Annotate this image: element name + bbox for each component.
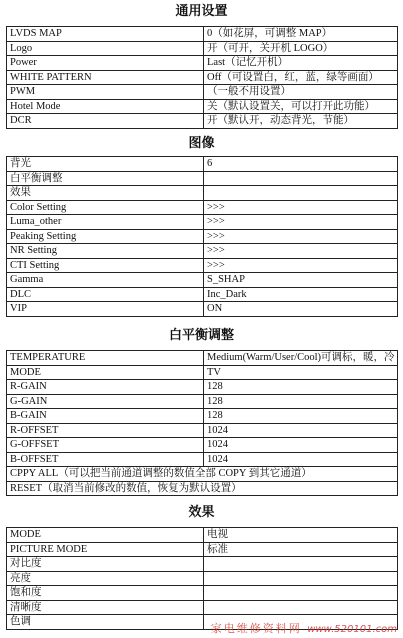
table-row bbox=[7, 171, 398, 186]
section-title-effects: 效果 bbox=[188, 505, 215, 520]
setting-name: 白平衡调整 bbox=[7, 171, 204, 186]
setting-name: VIP bbox=[7, 302, 204, 317]
setting-name: 饱和度 bbox=[7, 586, 204, 601]
table-row bbox=[7, 302, 398, 317]
setting-value: >>> bbox=[204, 258, 398, 273]
note-row bbox=[7, 481, 398, 496]
table-row bbox=[7, 85, 398, 100]
note-text: RESET（取消当前修改的数值，恢复为默认设置） bbox=[7, 481, 398, 496]
watermark-text: 家电维修资料网 bbox=[210, 622, 302, 635]
note-row bbox=[7, 467, 398, 482]
table-row bbox=[7, 409, 398, 424]
setting-name: WHITE PATTERN bbox=[7, 70, 204, 85]
setting-value: 关（默认设置关，可以打开此功能） bbox=[204, 99, 398, 114]
table-row bbox=[7, 186, 398, 201]
general-settings-section bbox=[0, 4, 403, 129]
setting-name: Hotel Mode bbox=[7, 99, 204, 114]
note-text: CPPY ALL（可以把当前通道调整的数值全部 COPY 到其它通道） bbox=[7, 467, 398, 482]
setting-value bbox=[204, 171, 398, 186]
table-row bbox=[7, 600, 398, 615]
setting-value: 128 bbox=[204, 380, 398, 395]
setting-value: >>> bbox=[204, 215, 398, 230]
setting-value: >>> bbox=[204, 244, 398, 259]
table-row bbox=[7, 586, 398, 601]
setting-value: 电视 bbox=[204, 528, 398, 543]
table-row bbox=[7, 287, 398, 302]
table-row bbox=[7, 41, 398, 56]
table-row bbox=[7, 27, 398, 42]
setting-name: PWM bbox=[7, 85, 204, 100]
table-row bbox=[7, 200, 398, 215]
effects-table bbox=[6, 527, 398, 630]
setting-value: 0（如花屏，可调整 MAP） bbox=[204, 27, 398, 42]
setting-name: NR Setting bbox=[7, 244, 204, 259]
table-row bbox=[7, 571, 398, 586]
table-row bbox=[7, 114, 398, 129]
section-title-white-balance: 白平衡调整 bbox=[168, 328, 234, 343]
setting-value: S_SHAP bbox=[204, 273, 398, 288]
setting-name: Gamma bbox=[7, 273, 204, 288]
setting-name: TEMPERATURE bbox=[7, 351, 204, 366]
general-settings-table bbox=[6, 26, 398, 129]
setting-value: 128 bbox=[204, 409, 398, 424]
setting-value: 1024 bbox=[204, 452, 398, 467]
table-row bbox=[7, 258, 398, 273]
setting-value bbox=[204, 571, 398, 586]
setting-name: B-OFFSET bbox=[7, 452, 204, 467]
setting-value: >>> bbox=[204, 200, 398, 215]
setting-name: CTI Setting bbox=[7, 258, 204, 273]
table-row bbox=[7, 528, 398, 543]
section-title-picture: 图像 bbox=[188, 136, 215, 151]
setting-value bbox=[204, 600, 398, 615]
watermark-url: www.520101.com bbox=[307, 624, 397, 635]
setting-value: 1024 bbox=[204, 423, 398, 438]
setting-name: Peaking Setting bbox=[7, 229, 204, 244]
table-row bbox=[7, 557, 398, 572]
section-title-general: 通用设置 bbox=[175, 4, 228, 19]
setting-name: Power bbox=[7, 56, 204, 71]
setting-name: Color Setting bbox=[7, 200, 204, 215]
setting-name: PICTURE MODE bbox=[7, 542, 204, 557]
table-row bbox=[7, 244, 398, 259]
setting-name: MODE bbox=[7, 365, 204, 380]
setting-value: （一般不用设置） bbox=[204, 85, 398, 100]
setting-value: Last（记忆开机） bbox=[204, 56, 398, 71]
table-row bbox=[7, 99, 398, 114]
table-row bbox=[7, 215, 398, 230]
setting-name: DCR bbox=[7, 114, 204, 129]
setting-name: 色调 bbox=[7, 615, 204, 630]
table-row bbox=[7, 229, 398, 244]
setting-name: 清晰度 bbox=[7, 600, 204, 615]
setting-name: 对比度 bbox=[7, 557, 204, 572]
setting-name: MODE bbox=[7, 528, 204, 543]
setting-name: R-OFFSET bbox=[7, 423, 204, 438]
setting-value: 128 bbox=[204, 394, 398, 409]
effects-section bbox=[0, 505, 403, 630]
table-row bbox=[7, 423, 398, 438]
table-row bbox=[7, 56, 398, 71]
table-row bbox=[7, 157, 398, 172]
picture-section bbox=[0, 136, 403, 317]
setting-name: DLC bbox=[7, 287, 204, 302]
table-row bbox=[7, 365, 398, 380]
setting-name: G-OFFSET bbox=[7, 438, 204, 453]
table-row bbox=[7, 380, 398, 395]
white-balance-section bbox=[0, 328, 403, 496]
setting-value: Inc_Dark bbox=[204, 287, 398, 302]
table-row bbox=[7, 70, 398, 85]
setting-value: 开（可开，关开机 LOGO） bbox=[204, 41, 398, 56]
setting-name: Luma_other bbox=[7, 215, 204, 230]
setting-value: 6 bbox=[204, 157, 398, 172]
setting-name: B-GAIN bbox=[7, 409, 204, 424]
table-row bbox=[7, 438, 398, 453]
setting-value bbox=[204, 557, 398, 572]
table-row bbox=[7, 394, 398, 409]
setting-name: R-GAIN bbox=[7, 380, 204, 395]
setting-name: 背光 bbox=[7, 157, 204, 172]
setting-value: >>> bbox=[204, 229, 398, 244]
setting-value: TV bbox=[204, 365, 398, 380]
setting-name: 亮度 bbox=[7, 571, 204, 586]
setting-value: ON bbox=[204, 302, 398, 317]
setting-value: Off（可设置白，红，蓝，绿等画面） bbox=[204, 70, 398, 85]
table-row bbox=[7, 273, 398, 288]
white-balance-table bbox=[6, 350, 398, 496]
site-watermark bbox=[211, 620, 397, 636]
setting-name: G-GAIN bbox=[7, 394, 204, 409]
setting-value: 标准 bbox=[204, 542, 398, 557]
setting-value: 1024 bbox=[204, 438, 398, 453]
setting-value bbox=[204, 586, 398, 601]
table-row bbox=[7, 542, 398, 557]
setting-name: 效果 bbox=[7, 186, 204, 201]
table-row bbox=[7, 351, 398, 366]
setting-value: 开（默认开，动态背光，节能） bbox=[204, 114, 398, 129]
setting-value bbox=[204, 186, 398, 201]
picture-table bbox=[6, 156, 398, 317]
table-row bbox=[7, 452, 398, 467]
setting-name: LVDS MAP bbox=[7, 27, 204, 42]
setting-name: Logo bbox=[7, 41, 204, 56]
setting-value: Medium(Warm/User/Cool)可调标，暖，冷 bbox=[204, 351, 398, 366]
